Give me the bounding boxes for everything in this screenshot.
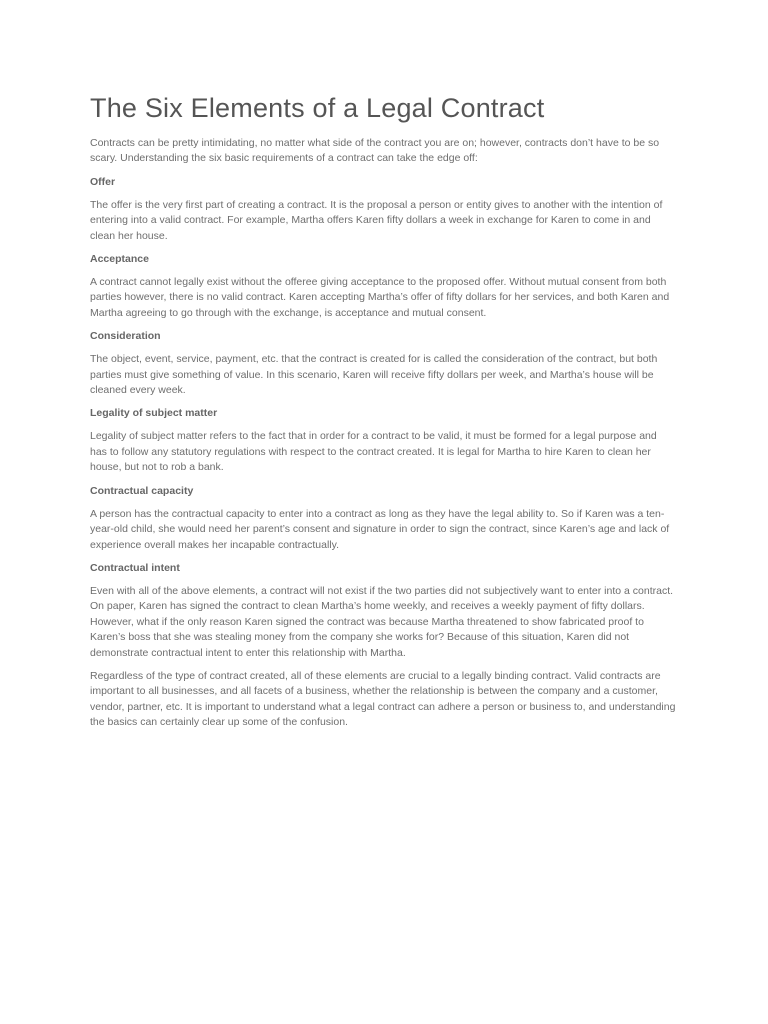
section-acceptance xyxy=(90,252,676,321)
section-body: A person has the contractual capacity to enter into a contract as long as they have the legal ability to. So if Karen was a ten-year-old child, she would need her parent’s consent and signature in order to sign the contract, since Karen’s age and lack of experience overall makes her incapable contractually. xyxy=(90,507,670,551)
document-title: The Six Elements of a Legal Contract xyxy=(90,93,545,123)
section-heading: Contractual intent xyxy=(90,561,180,574)
document-page xyxy=(90,92,676,739)
section-body: The object, event, service, payment, etc. that the contract is created for is called the consideration of the contract, but both parties must give something of value. In this scenario, Karen will receive fifty dollars per week, and Martha’s house will be cleaned every week. xyxy=(90,353,658,397)
section-capacity xyxy=(90,484,676,553)
intro-paragraph: Contracts can be pretty intimidating, no matter what side of the contract you are on; however, contracts don’t have to be so scary. Understanding the six basic requirements of a contract can take the edge off: xyxy=(90,137,660,165)
section-offer xyxy=(90,175,676,244)
section-heading: Consideration xyxy=(90,330,161,343)
section-heading: Contractual capacity xyxy=(90,484,194,497)
section-consideration xyxy=(90,329,676,398)
section-intent xyxy=(90,561,676,661)
section-heading: Offer xyxy=(90,175,116,188)
conclusion-paragraph: Regardless of the type of contract created, all of these elements are crucial to a legally binding contract. Valid contracts are important to all businesses, and all facets of a business, whether the relationship is between the company and a customer, vendor, partner, etc. It is important to understand what a legal contract can adhere a person or business to, and understanding the basics can certainly clear up some of the confusion. xyxy=(90,669,676,729)
section-heading: Acceptance xyxy=(90,253,149,266)
section-body: A contract cannot legally exist without the offeree giving acceptance to the proposed offer. Without mutual consent from both parties however, there is no valid contract. Karen accepting Martha’s offer of fifty dollars for her services, and both Karen and Martha agreeing to go through with the exchange, is acceptance and mutual consent. xyxy=(90,276,670,319)
section-heading: Legality of subject matter xyxy=(90,407,218,420)
section-body: Legality of subject matter refers to the fact that in order for a contract to be valid, it must be formed for a legal purpose and has to follow any statutory regulations with respect to the contract created. It is legal for Martha to hire Karen to clean her house, but not to rob a bank. xyxy=(90,430,657,474)
section-legality xyxy=(90,406,676,475)
section-body: Even with all of the above elements, a contract will not exist if the two parties did not subjectively want to enter into a contract. On paper, Karen has signed the contract to clean Martha’s home weekly, and receives a weekly payment of fifty dollars. However, what if the only reason Karen signed the contract was because Martha threatened to show fabricated proof to Karen’s boss that she was stealing money from the company she works for? Because of this situation, Karen did not demonstrate contractual intent to enter this relationship with Martha. xyxy=(90,584,674,659)
section-body: The offer is the very first part of creating a contract. It is the proposal a person or entity gives to another with the intention of entering into a valid contract. For example, Martha offers Karen fifty dollars a week in exchange for Karen to come in and clean her house. xyxy=(90,198,663,242)
